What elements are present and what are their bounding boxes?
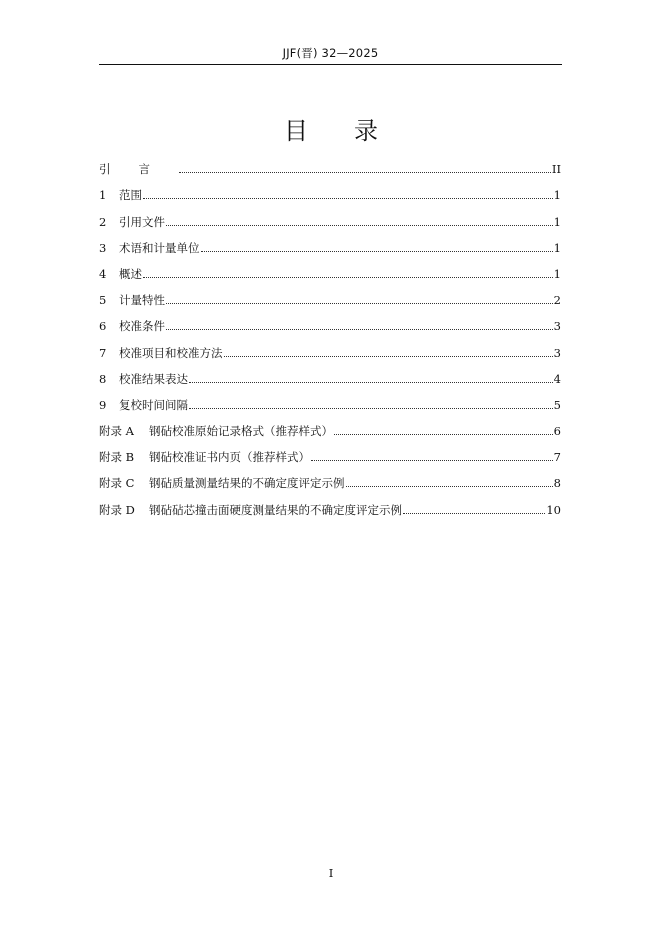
toc-entry-number: 3 (99, 240, 107, 255)
toc-entry-number: 附录 A (99, 424, 134, 439)
toc-entry-calibration-items[interactable] (99, 333, 561, 359)
toc-dot-leader (143, 198, 553, 199)
toc-dot-leader (166, 329, 553, 330)
toc-entry-label: 钢砧砧芯撞击面硬度测量结果的不确定度评定示例 (149, 502, 402, 517)
toc-entry-label: 校准项目和校准方法 (119, 345, 223, 360)
toc-dot-leader (346, 486, 553, 487)
toc-entry-page: 5 (553, 397, 561, 412)
toc-entry-number: 5 (99, 293, 107, 308)
toc-title: 目录 (284, 117, 424, 145)
toc-entry-page: 8 (553, 476, 561, 491)
standard-code-header: JJF(晋) 32—2025 (282, 46, 379, 60)
toc-entry-terms[interactable] (99, 229, 561, 255)
toc-entry-number: 附录 C (99, 476, 135, 491)
toc-entry-calibration-conditions[interactable] (99, 307, 561, 333)
toc-entry-appendix-c[interactable] (99, 464, 561, 490)
toc-entry-label: 引言 (99, 162, 178, 177)
toc-dot-leader (311, 460, 553, 461)
toc-entry-page: 2 (553, 293, 561, 308)
toc-entry-label: 钢砧质量测量结果的不确定度评定示例 (149, 476, 345, 491)
toc-dot-leader (166, 225, 553, 226)
toc-entry-page: 1 (553, 188, 561, 203)
toc-entry-page: 3 (553, 319, 561, 334)
toc-dot-leader (189, 382, 553, 383)
toc-entry-number: 8 (99, 371, 107, 386)
toc-entry-page: 1 (553, 214, 561, 229)
toc-entry-page: 3 (553, 345, 561, 360)
toc-entry-number: 7 (99, 345, 107, 360)
toc-dot-leader (403, 513, 545, 514)
toc-entry-number: 9 (99, 397, 107, 412)
toc-entry-page: 6 (553, 424, 561, 439)
toc-entry-label: 概述 (119, 266, 142, 281)
page-number: I (328, 866, 334, 880)
toc-entry-recalibration-interval[interactable] (99, 386, 561, 412)
toc-entry-number: 4 (99, 266, 107, 281)
toc-entry-page: 7 (553, 450, 561, 465)
toc-entry-number: 附录 D (99, 502, 135, 517)
toc-entry-number: 2 (99, 214, 107, 229)
toc-entry-label: 校准条件 (119, 319, 165, 334)
toc-entry-page: II (551, 162, 561, 177)
toc-entry-label: 校准结果表达 (119, 371, 188, 386)
toc-entry-number: 6 (99, 319, 107, 334)
toc-dot-leader (224, 356, 553, 357)
toc-entry-references[interactable] (99, 202, 561, 228)
toc-entry-page: 1 (553, 240, 561, 255)
toc-entry-page: 1 (553, 266, 561, 281)
toc-entry-page: 4 (553, 371, 561, 386)
table-of-contents (99, 150, 561, 517)
toc-entry-appendix-d[interactable] (99, 490, 561, 516)
toc-entry-overview[interactable] (99, 255, 561, 281)
toc-entry-number: 1 (99, 188, 107, 203)
toc-entry-label: 钢砧校准证书内页（推荐样式） (149, 450, 310, 465)
toc-entry-label: 引用文件 (119, 214, 165, 229)
toc-entry-page: 10 (546, 502, 561, 517)
toc-entry-preface[interactable] (99, 150, 561, 176)
toc-entry-label: 术语和计量单位 (119, 240, 200, 255)
toc-entry-appendix-a[interactable] (99, 412, 561, 438)
toc-entry-label: 计量特性 (119, 293, 165, 308)
toc-entry-appendix-b[interactable] (99, 438, 561, 464)
toc-dot-leader (201, 251, 553, 252)
toc-dot-leader (166, 303, 553, 304)
toc-dot-leader (189, 408, 553, 409)
toc-entry-scope[interactable] (99, 176, 561, 202)
toc-entry-number: 附录 B (99, 450, 135, 465)
toc-entry-label: 钢砧校准原始记录格式（推荐样式） (149, 424, 333, 439)
toc-entry-label: 复校时间间隔 (119, 397, 188, 412)
header-divider (99, 64, 562, 65)
toc-dot-leader (179, 172, 551, 173)
toc-dot-leader (143, 277, 553, 278)
toc-dot-leader (334, 434, 553, 435)
toc-entry-result-expression[interactable] (99, 360, 561, 386)
toc-entry-metrological-characteristics[interactable] (99, 281, 561, 307)
toc-entry-label: 范围 (119, 188, 142, 203)
